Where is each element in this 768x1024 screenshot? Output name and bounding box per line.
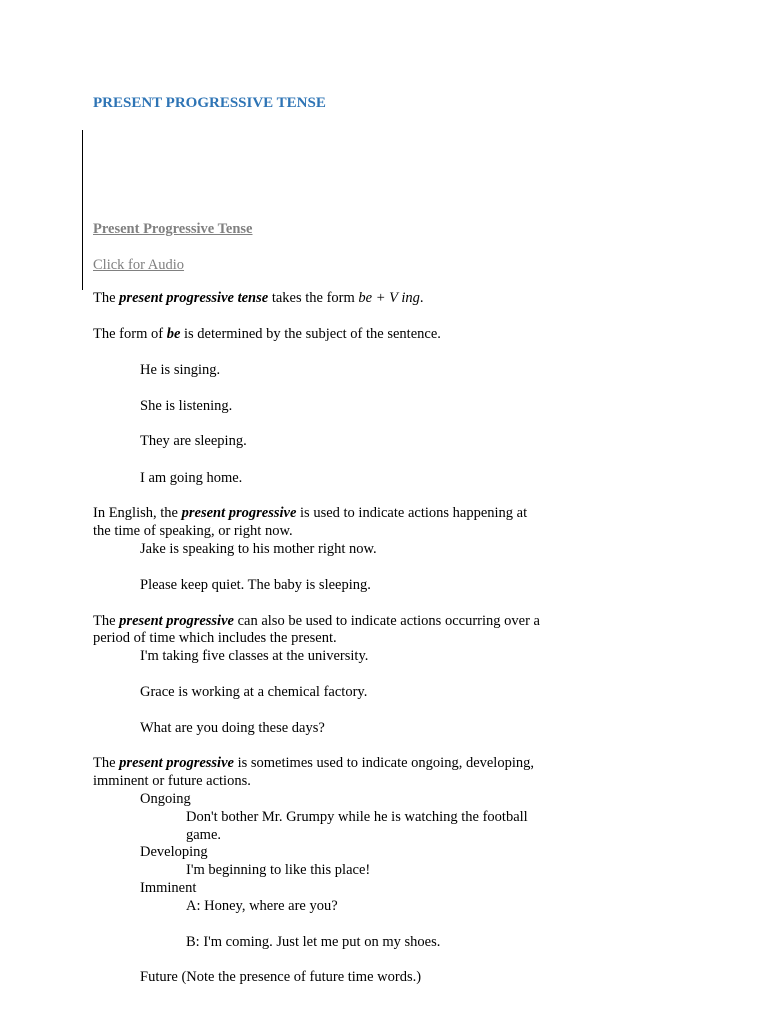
term: present progressive <box>119 613 234 629</box>
uses-paragraph-line2: imminent or future actions. <box>93 773 251 789</box>
page-title: PRESENT PROGRESSIVE TENSE <box>93 95 326 111</box>
text: The <box>93 290 120 306</box>
intro-paragraph <box>93 289 424 307</box>
be-paragraph <box>93 325 441 343</box>
text: The <box>93 613 120 629</box>
example-sentence: I'm beginning to like this place! <box>186 862 371 878</box>
text: is sometimes used to indicate ongoing, developing, <box>233 755 534 771</box>
text: . <box>419 290 424 306</box>
period-paragraph-line1 <box>93 612 540 630</box>
example-sentence: game. <box>186 827 222 843</box>
term: present progressive tense <box>119 290 269 306</box>
example-sentence: What are you doing these days? <box>140 720 325 736</box>
text: The form of <box>93 326 167 342</box>
category-label: Future (Note the presence of future time words.) <box>140 969 422 985</box>
text: can also be used to indicate actions occurring over a <box>233 613 540 629</box>
example-sentence: She is listening. <box>140 398 233 414</box>
period-paragraph-line2: period of time which includes the present. <box>93 630 337 646</box>
category-label: Ongoing <box>140 791 191 807</box>
text: is determined by the subject of the sentence. <box>180 326 441 342</box>
term: be <box>166 326 181 342</box>
term: present progressive <box>119 755 234 771</box>
example-sentence: Jake is speaking to his mother right now. <box>140 541 377 557</box>
example-sentence: Please keep quiet. The baby is sleeping. <box>140 577 371 593</box>
uses-paragraph-line1 <box>93 754 534 772</box>
example-sentence: B: I'm coming. Just let me put on my shoes. <box>186 934 441 950</box>
example-sentence: They are sleeping. <box>140 433 247 449</box>
now-paragraph-line2: the time of speaking, or right now. <box>93 523 293 539</box>
example-sentence: Don't bother Mr. Grumpy while he is watching the football <box>186 809 528 825</box>
example-sentence: I'm taking five classes at the university. <box>140 648 369 664</box>
example-sentence: A: Honey, where are you? <box>186 898 338 914</box>
example-sentence: Grace is working at a chemical factory. <box>140 684 368 700</box>
text: In English, the <box>93 505 182 521</box>
text: The <box>93 755 120 771</box>
example-sentence: He is singing. <box>140 362 221 378</box>
vertical-rule <box>82 130 83 290</box>
audio-link[interactable]: Click for Audio <box>93 257 185 273</box>
text: takes the form <box>268 290 359 306</box>
text: is used to indicate actions happening at <box>296 505 528 521</box>
form-formula: be + V ing <box>358 290 420 306</box>
now-paragraph-line1 <box>93 504 527 522</box>
term: present progressive <box>181 505 297 521</box>
category-label: Developing <box>140 844 208 860</box>
subtitle-link[interactable]: Present Progressive Tense <box>93 221 253 237</box>
example-sentence: I am going home. <box>140 470 243 486</box>
category-label: Imminent <box>140 880 197 896</box>
